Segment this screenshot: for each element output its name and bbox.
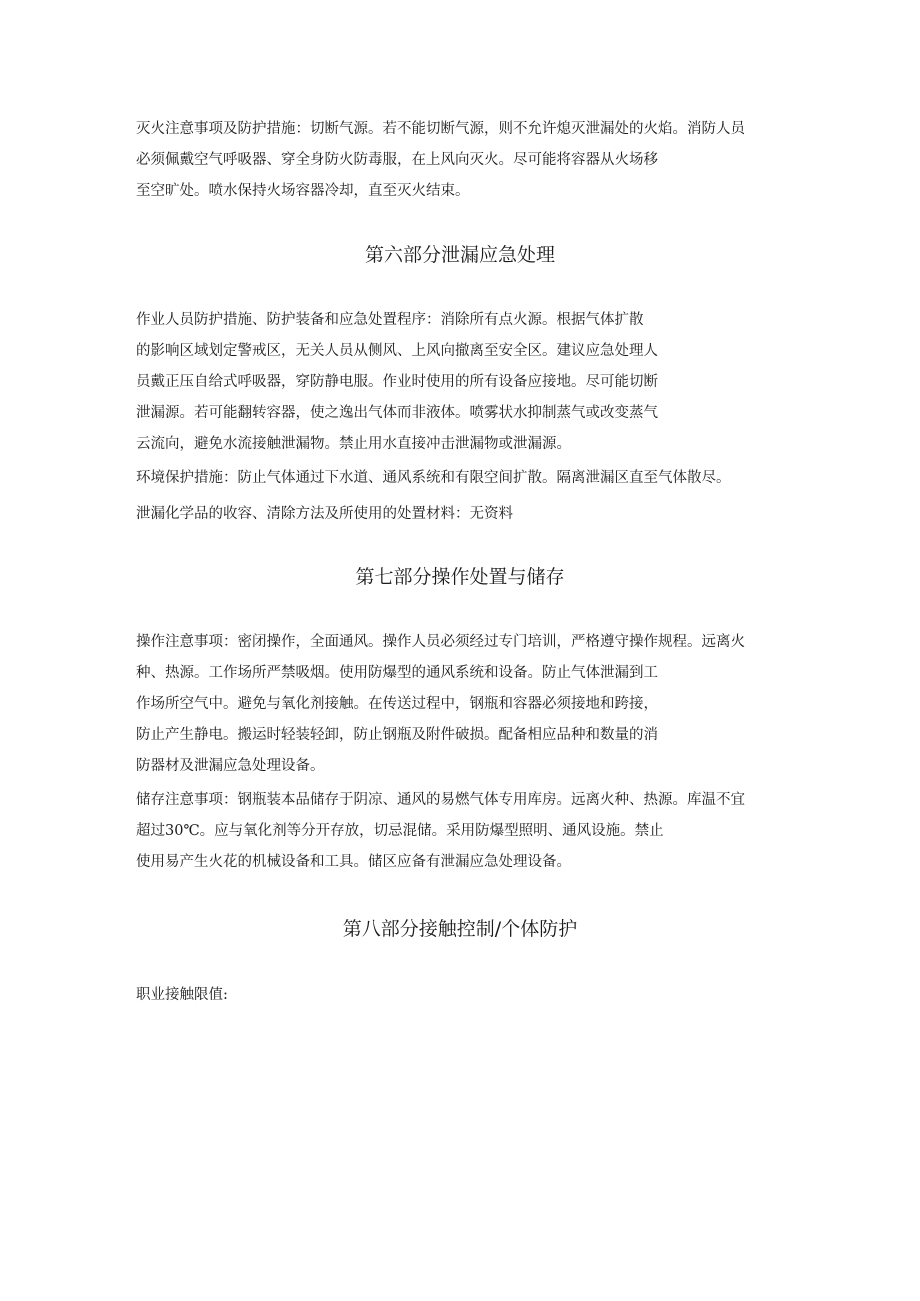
text-line: 储存注意事项：钢瓶装本品储存于阴凉、通风的易燃气体专用库房。远离火种、热源。库温不宜	[136, 792, 745, 808]
text-line: 环境保护措施：防止气体通过下水道、通风系统和有限空间扩散。隔离泄漏区直至气体散尽。	[136, 470, 731, 486]
section-heading-part6: 第六部分泄漏应急处理	[364, 244, 555, 266]
text-line: 泄漏源。若可能翻转容器，使之逸出气体而非液体。喷雾状水抑制蒸气或改变蒸气	[136, 405, 658, 421]
text-line: 操作注意事项：密闭操作，全面通风。操作人员必须经过专门培训，严格遵守操作规程。远离火	[136, 634, 745, 650]
text-line: 至空旷处。喷水保持火场容器冷却，直至灭火结束。	[136, 183, 470, 199]
section-heading-part8: 第八部分接触控制/个体防护	[342, 918, 578, 940]
text-line: 超过30℃。应与氧化剂等分开存放，切忌混储。采用防爆型照明、通风设施。禁止	[136, 823, 664, 839]
fire-fighting-precautions	[136, 114, 784, 207]
text-line: 职业接触限值:	[136, 987, 228, 1003]
environmental-protection	[136, 463, 796, 494]
text-line: 防器材及泄漏应急处理设备。	[136, 758, 325, 774]
text-line: 的影响区域划定警戒区，无关人员从侧风、上风向撤离至安全区。建议应急处理人	[136, 343, 658, 359]
personnel-protection-procedure	[136, 305, 784, 460]
text-line: 防止产生静电。搬运时轻装轻卸，防止钢瓶及附件破损。配备相应品种和数量的消	[136, 727, 658, 743]
storage-precautions	[136, 785, 784, 878]
text-line: 使用易产生火花的机械设备和工具。储区应备有泄漏应急处理设备。	[136, 854, 571, 870]
text-line: 灭火注意事项及防护措施：切断气源。若不能切断气源，则不允许熄灭泄漏处的火焰。消防人员	[136, 121, 745, 137]
occupational-exposure-limit	[136, 980, 796, 1011]
text-line: 云流向，避免水流接触泄漏物。禁止用水直接冲击泄漏物或泄漏源。	[136, 436, 571, 452]
text-line: 员戴正压自给式呼吸器，穿防静电服。作业时使用的所有设备应接地。尽可能切断	[136, 374, 658, 390]
text-line: 作业人员防护措施、防护装备和应急处置程序：消除所有点火源。根据气体扩散	[136, 312, 644, 328]
text-line: 作场所空气中。避免与氧化剂接触。在传送过程中，钢瓶和容器必须接地和跨接，	[136, 696, 658, 712]
section-heading-part7: 第七部分操作处置与储存	[355, 566, 565, 588]
cleanup-methods	[136, 499, 796, 530]
handling-precautions	[136, 627, 784, 782]
text-line: 泄漏化学品的收容、清除方法及所使用的处置材料：无资料	[136, 506, 513, 522]
text-line: 必须佩戴空气呼吸器、穿全身防火防毒服，在上风向灭火。尽可能将容器从火场移	[136, 152, 658, 168]
text-line: 种、热源。工作场所严禁吸烟。使用防爆型的通风系统和设备。防止气体泄漏到工	[136, 665, 658, 681]
